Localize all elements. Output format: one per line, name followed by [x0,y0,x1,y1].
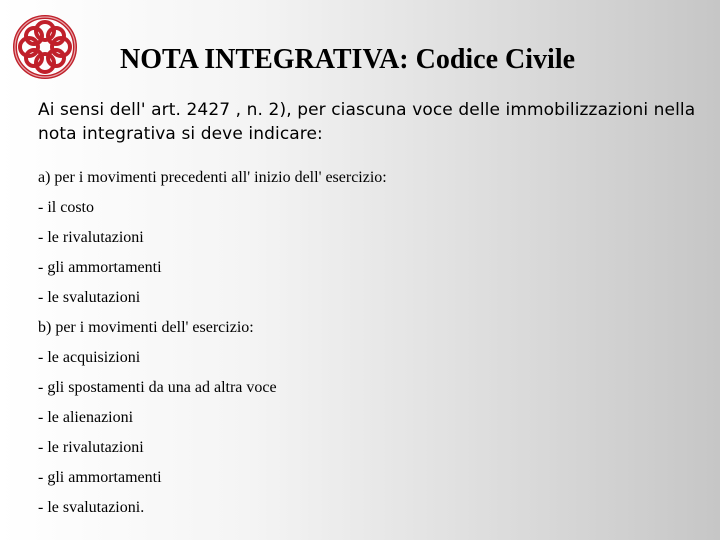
list-item: - il costo [38,199,94,216]
slide-title: NOTA INTEGRATIVA: Codice Civile [120,44,576,75]
list-item: - gli spostamenti da una ad altra voce [38,379,277,396]
list-item: - gli ammortamenti [38,469,162,486]
list-item: a) per i movimenti precedenti all' inizio dell' esercizio: [38,169,387,186]
list-item: - gli ammortamenti [38,259,162,276]
list-item: - le rivalutazioni [38,439,144,456]
list-item: - le svalutazioni [38,289,141,306]
intro-paragraph: Ai sensi dell' art. 2427 , n. 2), per ciascuna voce delle immobilizzazioni nella nota integrativa si deve indicare: [38,100,696,144]
list-item: - le alienazioni [38,409,134,426]
ornamental-knot-logo-icon [10,12,80,82]
list-item: - le acquisizioni [38,349,141,366]
list-item: - le svalutazioni. [38,499,145,516]
list-item: b) per i movimenti dell' esercizio: [38,319,254,336]
list-item: - le rivalutazioni [38,229,144,246]
requirements-list [38,168,387,528]
